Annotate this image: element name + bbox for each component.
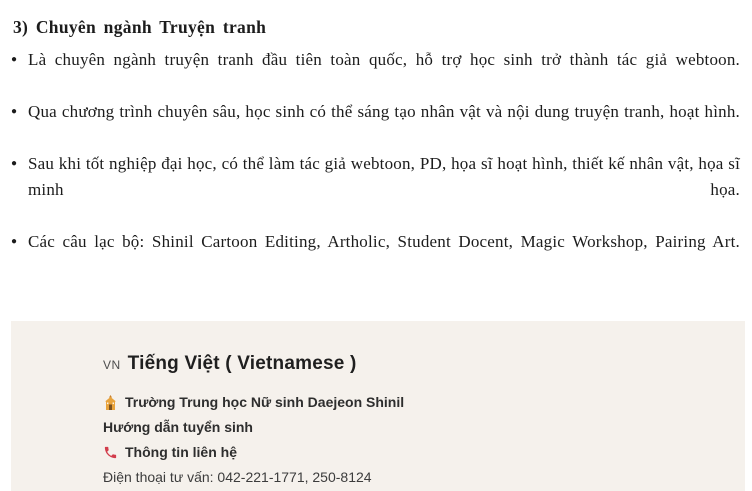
bullet-icon: ● <box>11 158 18 169</box>
bullet-text: Là chuyên ngành truyện tranh đầu tiên toàn quốc, hỗ trợ học sinh trở thành tác giả webtoon. <box>28 50 740 69</box>
section-heading: 3) Chuyên ngành Truyện tranh <box>13 17 267 37</box>
admission-row <box>103 415 725 440</box>
phone-receiver-icon <box>103 445 118 460</box>
language-code: VN <box>103 358 121 372</box>
bullet-item <box>11 151 740 229</box>
phone-row <box>103 465 725 490</box>
school-building-icon <box>103 395 118 410</box>
bullet-icon: ● <box>11 106 18 117</box>
bullet-icon: ● <box>11 54 18 65</box>
bullet-icon: ● <box>11 236 18 247</box>
contact-info-label: Thông tin liên hệ <box>125 444 237 460</box>
bullet-item <box>11 47 740 99</box>
bullet-item <box>11 229 740 281</box>
school-row <box>103 390 725 415</box>
school-name: Trường Trung học Nữ sinh Daejeon Shinil <box>125 394 405 410</box>
info-box-title: Tiếng Việt ( Vietnamese ) <box>127 353 357 374</box>
admission-guide-label: Hướng dẫn tuyển sinh <box>103 419 253 435</box>
info-box <box>11 321 745 491</box>
info-box-title-row <box>103 353 725 375</box>
bullet-text: Sau khi tốt nghiệp đại học, có thể làm tác giả webtoon, PD, họa sĩ hoạt hình, thiết kế nhân vật, họa sĩ minh họa. <box>28 154 740 199</box>
phone-numbers: Điện thoại tư vấn: 042-221-1771, 250-8124 <box>103 469 372 485</box>
bullet-text: Qua chương trình chuyên sâu, học sinh có thể sáng tạo nhân vật và nội dung truyện tranh, hoạt hình. <box>28 102 740 121</box>
contact-row <box>103 440 725 465</box>
bullet-text: Các câu lạc bộ: Shinil Cartoon Editing, Artholic, Student Docent, Magic Workshop, Pairing Art. <box>28 232 740 251</box>
bullet-item <box>11 99 740 151</box>
